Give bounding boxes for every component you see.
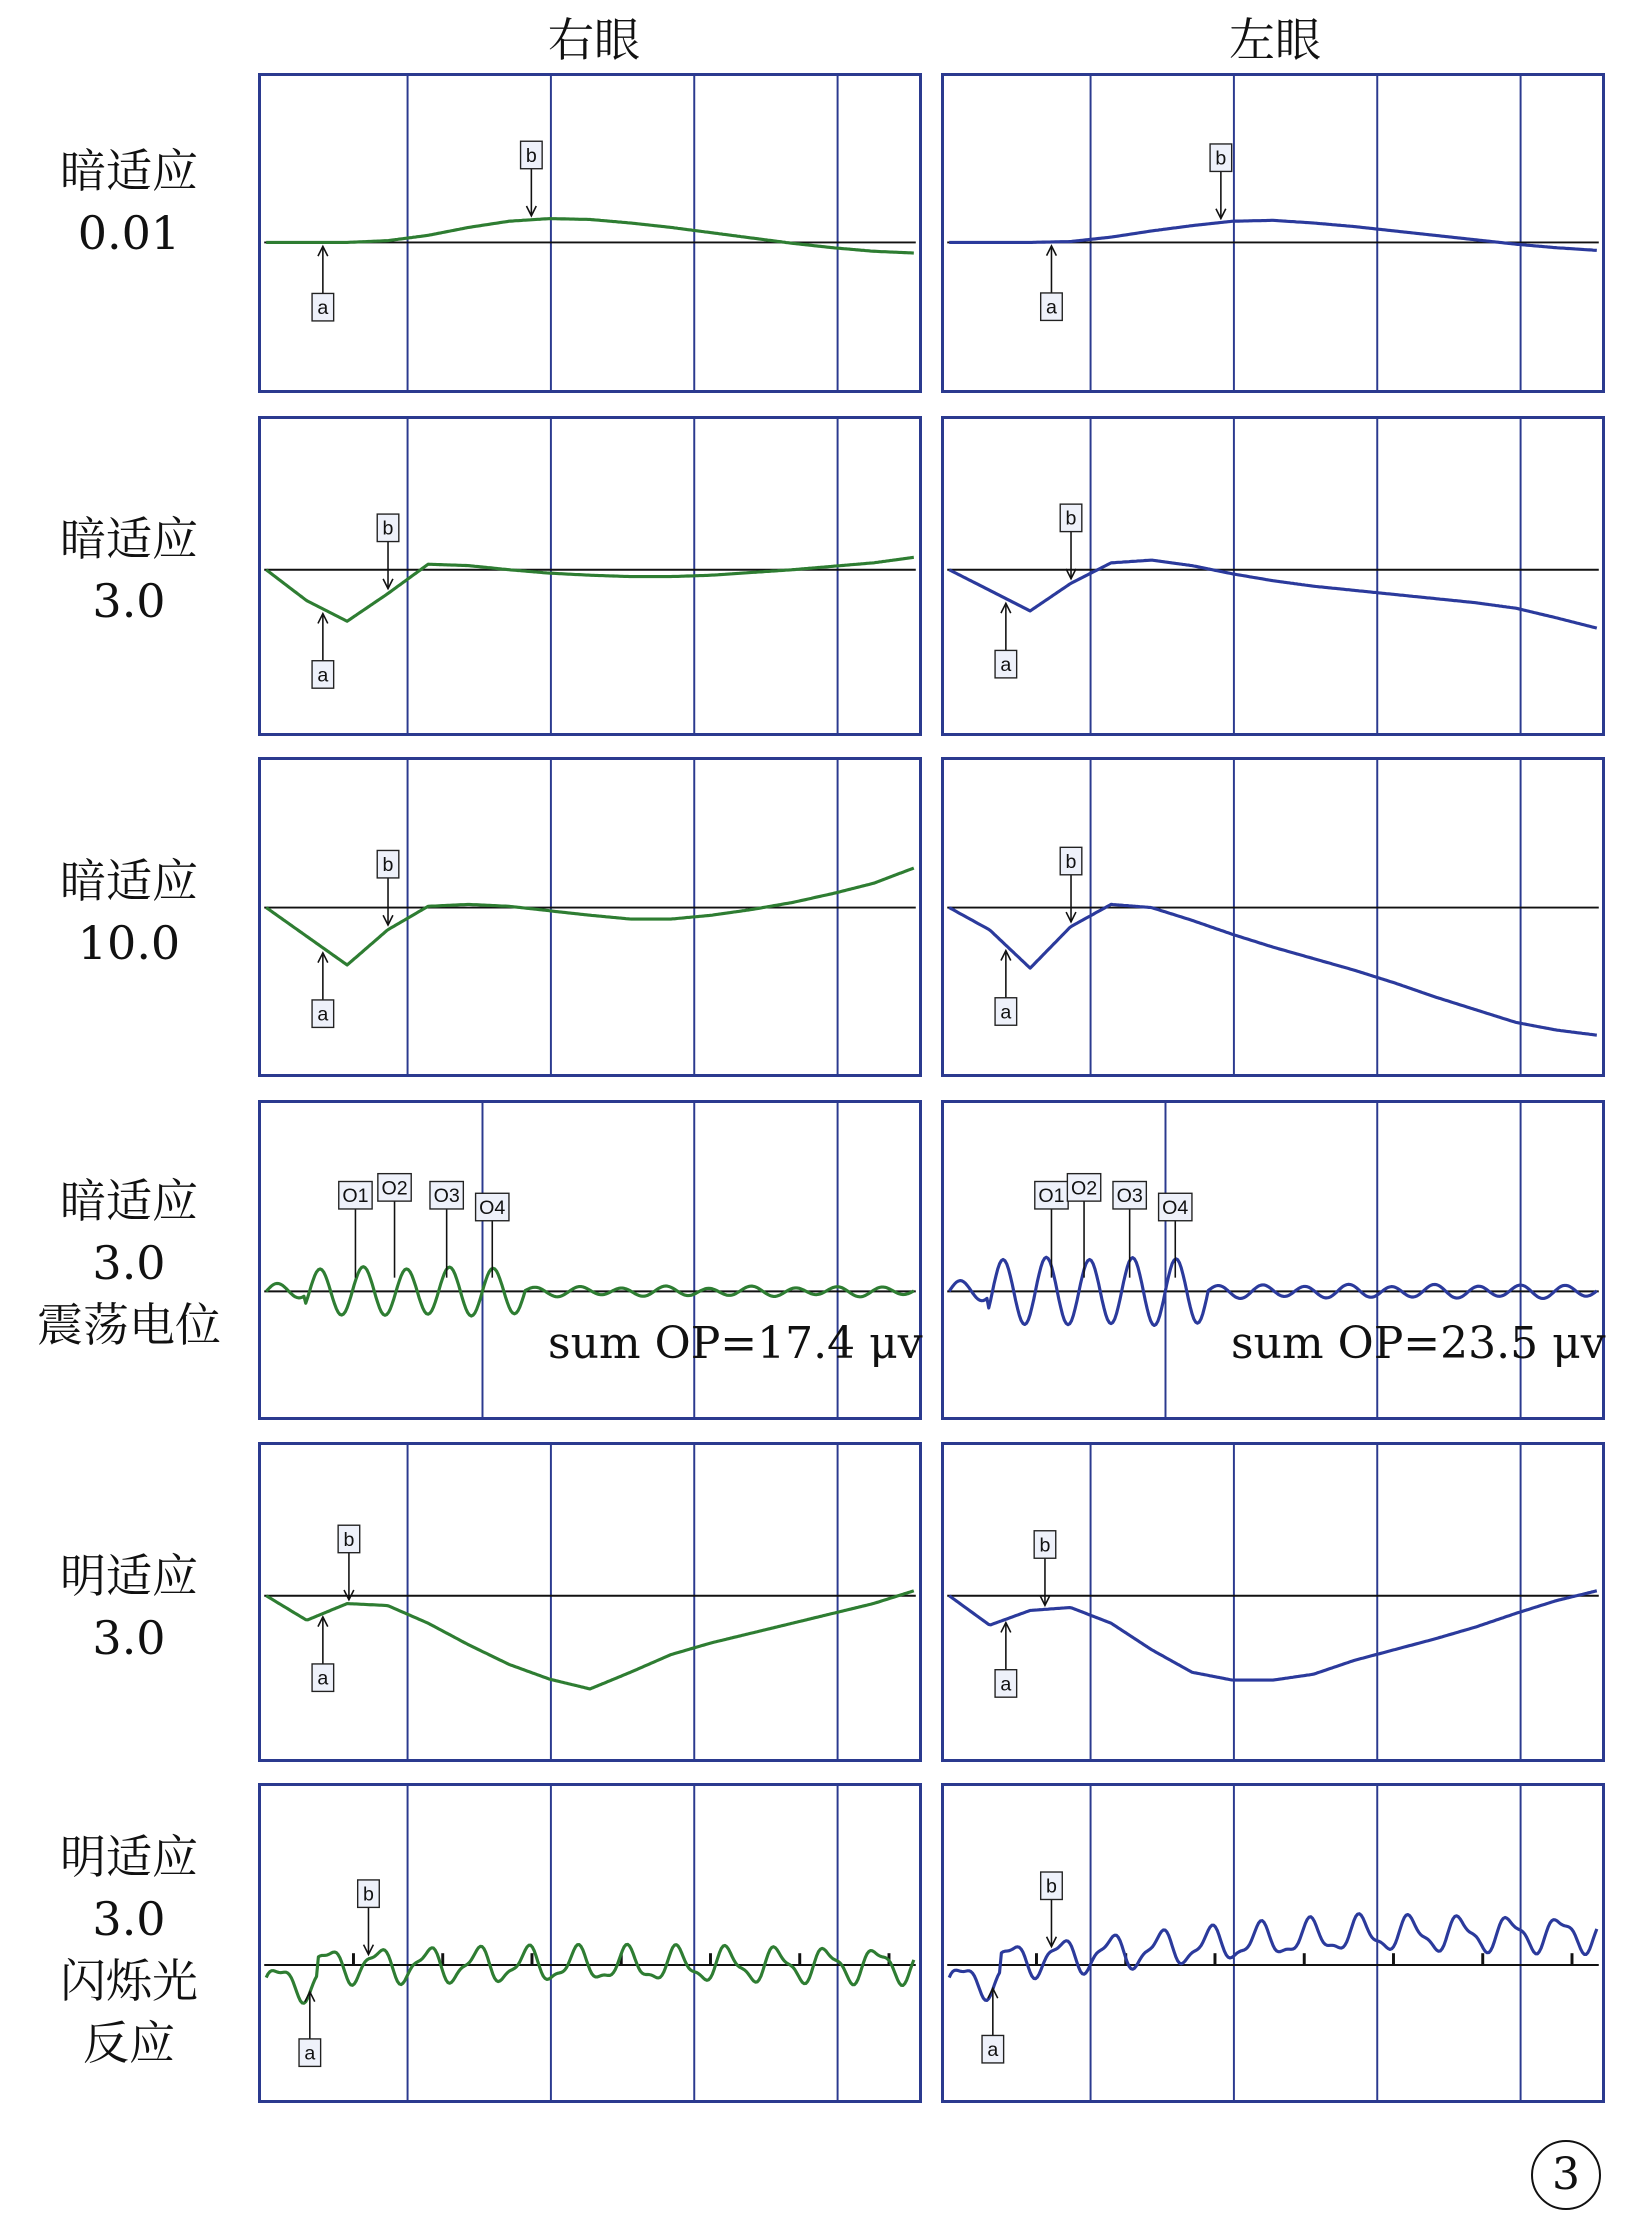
marker-b: [521, 141, 543, 216]
erg-plot: [261, 76, 919, 390]
marker-a: [995, 603, 1017, 678]
erg-trace: [949, 904, 1597, 1035]
erg-panel-right-row3: [258, 757, 922, 1077]
marker-a: [312, 953, 334, 1028]
marker-a: [312, 614, 334, 689]
row-label-line: 0.01: [77, 206, 181, 260]
erg-plot: [261, 1445, 919, 1759]
erg-panel-right-row2: [258, 416, 922, 736]
marker-a: [1041, 246, 1063, 321]
row-label-3: [0, 850, 258, 974]
marker-O1: [339, 1182, 372, 1278]
marker-O2: [1067, 1174, 1100, 1278]
marker-b: [1034, 1531, 1056, 1606]
marker-O1: [1035, 1182, 1068, 1278]
row-label-line: 3.0: [92, 1611, 166, 1665]
marker-label: O3: [433, 1185, 460, 1208]
row-label-line: 暗适应: [60, 1174, 198, 1228]
marker-O4: [1159, 1193, 1192, 1277]
marker-a: [312, 246, 334, 321]
marker-b: [377, 514, 399, 589]
erg-panel-left-row4: [941, 1100, 1605, 1420]
marker-b: [1210, 144, 1232, 219]
erg-plot: [261, 1103, 919, 1417]
erg-plot: [944, 760, 1602, 1074]
row-label-2: [0, 508, 258, 632]
marker-label: b: [382, 854, 394, 877]
erg-plot: [944, 76, 1602, 390]
erg-panel-right-row6: [258, 1783, 922, 2103]
col-header-left-eye: 左眼: [1229, 13, 1321, 67]
erg-panel-right-row5: [258, 1442, 922, 1762]
marker-label: a: [1000, 1001, 1012, 1024]
erg-plot: [944, 419, 1602, 733]
erg-trace: [266, 557, 914, 621]
erg-panel-left-row5: [941, 1442, 1605, 1762]
row-label-line: 暗适应: [60, 512, 198, 566]
figure-number: 3: [1531, 2140, 1601, 2210]
row-label-5: [0, 1545, 258, 1669]
row-label-line: 明适应: [60, 1549, 198, 1603]
erg-panel-left-row1: [941, 73, 1605, 393]
marker-label: b: [1065, 507, 1077, 530]
marker-O3: [430, 1182, 463, 1278]
marker-label: a: [304, 2042, 316, 2065]
erg-plot: [261, 1786, 919, 2100]
sum-op-label: sum OP=23.5 μv: [1231, 1318, 1606, 1369]
erg-trace: [949, 1914, 1597, 2001]
marker-label: a: [317, 1003, 329, 1026]
marker-b: [1060, 847, 1082, 922]
marker-label: O2: [381, 1177, 408, 1200]
row-label-line: 3.0: [92, 1892, 166, 1946]
marker-a: [312, 1617, 334, 1692]
col-header-right-eye: 右眼: [548, 13, 640, 67]
marker-label: a: [317, 297, 329, 320]
row-label-line: 反应: [83, 2016, 175, 2070]
row-label-6: [0, 1826, 258, 2074]
marker-label: a: [1000, 1673, 1012, 1696]
erg-panel-left-row2: [941, 416, 1605, 736]
marker-O3: [1113, 1182, 1146, 1278]
marker-a: [995, 951, 1017, 1026]
erg-trace: [266, 1944, 914, 2003]
marker-label: O3: [1116, 1185, 1143, 1208]
marker-b: [338, 1525, 360, 1600]
row-label-line: 暗适应: [60, 144, 198, 198]
erg-trace: [949, 220, 1597, 250]
marker-label: b: [363, 1883, 374, 1906]
marker-label: b: [525, 144, 537, 167]
marker-label: a: [1000, 654, 1012, 677]
marker-b: [1041, 1872, 1063, 1947]
row-label-line: 暗适应: [60, 854, 198, 908]
marker-label: b: [1215, 147, 1227, 170]
marker-a: [995, 1623, 1017, 1698]
marker-label: a: [987, 2039, 999, 2062]
marker-label: O4: [1162, 1196, 1189, 1219]
marker-label: b: [1039, 1534, 1051, 1557]
row-label-line: 震荡电位: [37, 1298, 221, 1352]
marker-label: a: [317, 664, 329, 687]
marker-label: a: [317, 1667, 329, 1690]
marker-label: O4: [479, 1196, 506, 1219]
marker-label: b: [382, 517, 394, 540]
row-label-line: 闪烁光: [60, 1954, 198, 2008]
marker-label: b: [1065, 850, 1077, 873]
erg-plot: [261, 419, 919, 733]
row-label-line: 3.0: [92, 1236, 166, 1290]
erg-plot: [261, 760, 919, 1074]
marker-b: [377, 850, 399, 925]
marker-O2: [378, 1174, 411, 1278]
erg-trace: [266, 868, 914, 965]
erg-plot: [944, 1103, 1602, 1417]
marker-label: O1: [342, 1185, 369, 1208]
erg-trace: [266, 219, 914, 253]
erg-plot: [944, 1445, 1602, 1759]
erg-panel-left-row6: [941, 1783, 1605, 2103]
marker-label: a: [1046, 296, 1057, 319]
marker-b: [1060, 504, 1082, 579]
row-label-1: [0, 140, 258, 264]
row-label-line: 10.0: [77, 916, 181, 970]
erg-plot: [944, 1786, 1602, 2100]
marker-label: b: [343, 1528, 355, 1551]
erg-panel-left-row3: [941, 757, 1605, 1077]
erg-panel-right-row4: [258, 1100, 922, 1420]
erg-trace: [266, 1591, 914, 1689]
sum-op-label: sum OP=17.4 μv: [548, 1318, 923, 1369]
marker-O4: [476, 1193, 509, 1277]
marker-label: O2: [1070, 1177, 1098, 1200]
marker-b: [358, 1880, 380, 1955]
row-label-4: [0, 1170, 258, 1356]
marker-label: b: [1046, 1875, 1057, 1898]
row-label-line: 3.0: [92, 574, 166, 628]
marker-label: O1: [1038, 1185, 1065, 1208]
erg-panel-right-row1: [258, 73, 922, 393]
row-label-line: 明适应: [60, 1830, 198, 1884]
